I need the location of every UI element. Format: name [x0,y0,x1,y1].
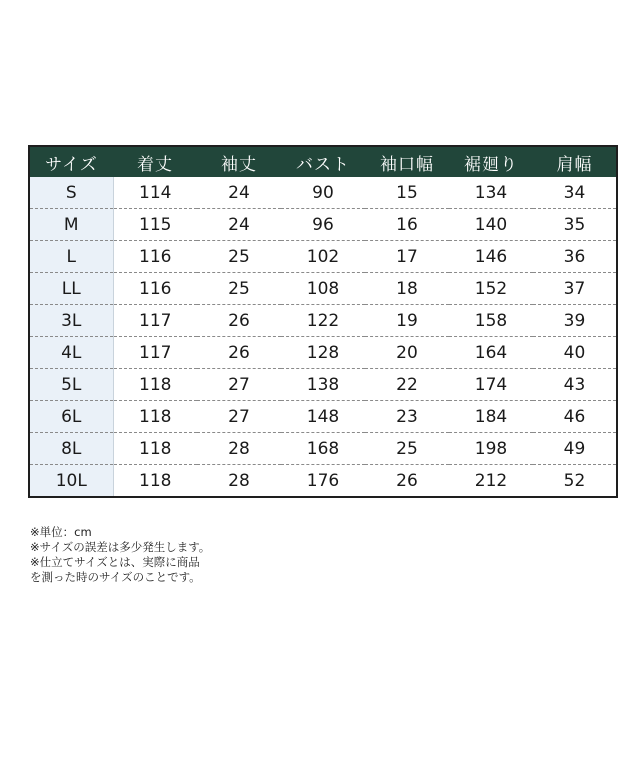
cell-length: 116 [113,273,197,305]
cell-cuff-width: 22 [365,369,449,401]
cell-bust: 108 [281,273,365,305]
cell-shoulder-width: 35 [533,209,617,241]
cell-hem-circumference: 152 [449,273,533,305]
cell-length: 114 [113,177,197,209]
cell-bust: 102 [281,241,365,273]
cell-cuff-width: 19 [365,305,449,337]
cell-length: 117 [113,305,197,337]
cell-hem-circumference: 212 [474,470,508,491]
cell-shoulder-width: 52 [563,470,586,491]
size-chart-body [29,177,617,497]
header-row [29,146,617,177]
cell-hem-circumference: 164 [449,337,533,369]
note-definition-line-1: ※仕立てサイズとは、実際に商品 [30,555,200,569]
cell-cuff-width: 20 [365,337,449,369]
cell-bust: 122 [281,305,365,337]
header-sleeve-length: 袖丈 [197,146,281,177]
cell-bust: 176 [306,470,340,491]
cell-cuff-width: 17 [365,241,449,273]
cell-hem-circumference: 174 [449,369,533,401]
header-length: 着丈 [113,146,197,177]
cell-length: 118 [113,369,197,401]
cell-sleeve-length: 28 [197,433,281,465]
cell-sleeve-length: 26 [197,337,281,369]
cell-cuff-width: 16 [365,209,449,241]
cell-size: 10L [29,465,113,498]
cell-cuff-width: 23 [365,401,449,433]
table-row [29,241,617,273]
cell-sleeve-length: 25 [197,273,281,305]
cell-sleeve-length: 26 [197,305,281,337]
cell-length: 118 [113,433,197,465]
note-unit: ※単位：cm [30,525,92,539]
cell-size: 3L [29,305,113,337]
cell-shoulder-width: 49 [533,433,617,465]
cell-sleeve-length: 28 [228,470,250,491]
cell-cuff-width: 15 [365,177,449,209]
table-row [29,369,617,401]
cell-length: 118 [139,470,172,491]
header-cuff-width: 袖口幅 [365,146,449,177]
cell-bust: 96 [281,209,365,241]
cell-size: M [29,209,113,241]
cell-bust: 138 [281,369,365,401]
cell-shoulder-width: 39 [533,305,617,337]
cell-bust: 128 [281,337,365,369]
cell-sleeve-length: 24 [197,209,281,241]
cell-sleeve-length: 27 [197,401,281,433]
note-tolerance: ※サイズの誤差は多少発生します。 [30,540,211,554]
size-chart-header [29,146,617,177]
cell-hem-circumference: 146 [449,241,533,273]
cell-bust: 148 [281,401,365,433]
cell-hem-circumference: 198 [449,433,533,465]
cell-shoulder-width: 46 [533,401,617,433]
cell-bust: 168 [281,433,365,465]
table-row [29,337,617,369]
cell-shoulder-width: 34 [533,177,617,209]
cell-size: 4L [29,337,113,369]
cell-length: 116 [113,241,197,273]
table-row [29,433,617,465]
note-definition-line-2: を測った時のサイズのことです。 [30,570,201,584]
table-row [29,401,617,433]
cell-hem-circumference: 134 [449,177,533,209]
size-notes [30,525,210,585]
cell-hem-circumference: 184 [449,401,533,433]
cell-size: LL [29,273,113,305]
cell-shoulder-width: 36 [533,241,617,273]
cell-size: S [29,177,113,209]
size-chart-table [28,145,618,498]
cell-shoulder-width: 37 [533,273,617,305]
table-row [29,209,617,241]
cell-length: 118 [113,401,197,433]
cell-hem-circumference: 140 [449,209,533,241]
cell-shoulder-width: 40 [533,337,617,369]
cell-length: 117 [113,337,197,369]
cell-sleeve-length: 24 [197,177,281,209]
cell-size: 8L [29,433,113,465]
header-bust: バスト [281,146,365,177]
cell-sleeve-length: 27 [197,369,281,401]
table-row [29,177,617,209]
header-shoulder-width: 肩幅 [533,146,617,177]
cell-cuff-width: 26 [396,470,418,491]
table-row [29,273,617,305]
header-hem-circumference: 裾廻り [449,146,533,177]
cell-size: 6L [29,401,113,433]
table-row [29,465,617,498]
cell-size: 5L [29,369,113,401]
table-row [29,305,617,337]
cell-shoulder-width: 43 [533,369,617,401]
cell-length: 115 [113,209,197,241]
cell-size: L [29,241,113,273]
cell-hem-circumference: 158 [449,305,533,337]
cell-bust: 90 [281,177,365,209]
cell-cuff-width: 25 [365,433,449,465]
cell-cuff-width: 18 [365,273,449,305]
header-size: サイズ [29,146,113,177]
cell-sleeve-length: 25 [197,241,281,273]
